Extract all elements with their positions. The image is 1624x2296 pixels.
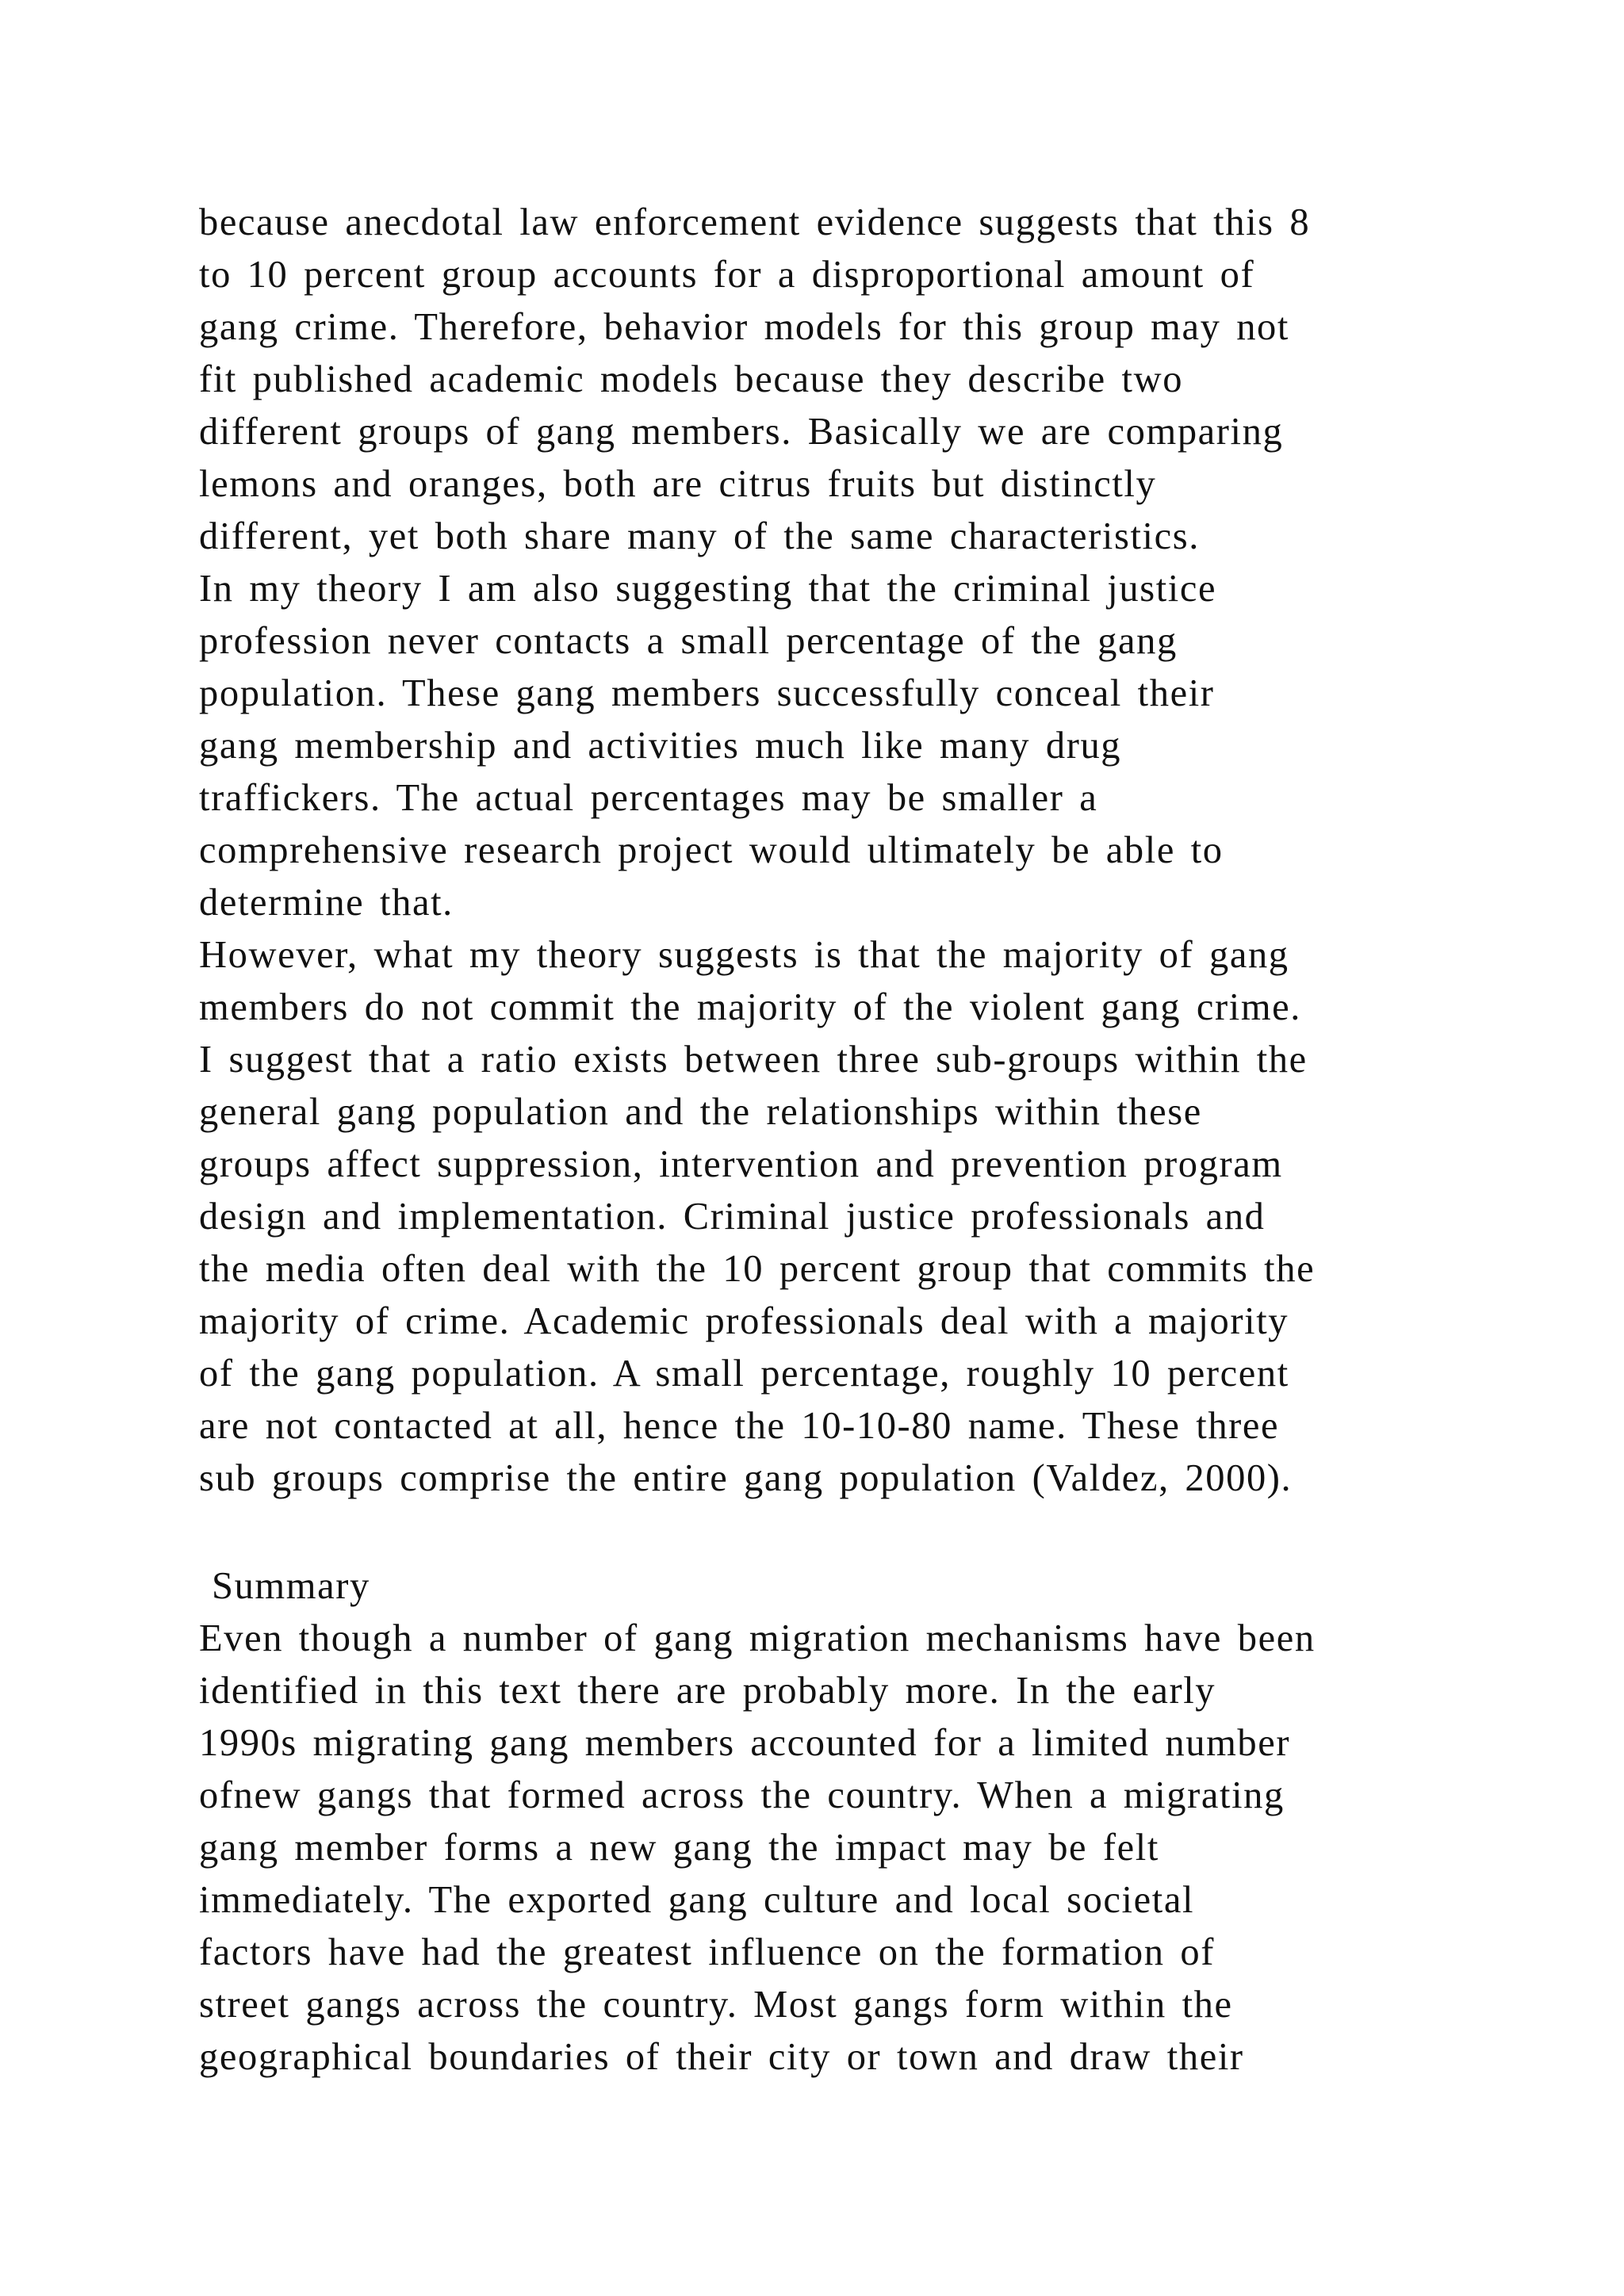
body-text-block-2 <box>199 1613 1468 2084</box>
text-line: general gang population and the relationships within these <box>199 1091 1202 1133</box>
text-line: are not contacted at all, hence the 10-10-80 name. These three <box>199 1405 1280 1447</box>
text-line: design and implementation. Criminal justice professionals and <box>199 1196 1266 1238</box>
text-line: because anecdotal law enforcement evidence suggests that this 8 <box>199 201 1311 243</box>
text-line: gang membership and activities much like many drug <box>199 725 1122 767</box>
text-line: However, what my theory suggests is that the majority of gang <box>199 934 1289 976</box>
text-line: sub groups comprise the entire gang population (Valdez, 2000). <box>199 1457 1293 1499</box>
text-line: to 10 percent group accounts for a disproportional amount of <box>199 254 1255 296</box>
text-line: Even though a number of gang migration mechanisms have been <box>199 1617 1316 1659</box>
section-heading: Summary <box>212 1565 370 1607</box>
text-line: lemons and oranges, both are citrus fruits but distinctly <box>199 463 1157 505</box>
text-line: identified in this text there are probably more. In the early <box>199 1670 1216 1712</box>
text-line: street gangs across the country. Most gangs form within the <box>199 1984 1233 2026</box>
text-line: profession never contacts a small percentage of the gang <box>199 620 1178 662</box>
text-line: fit published academic models because they describe two <box>199 358 1184 400</box>
text-line: gang member forms a new gang the impact may be felt <box>199 1827 1159 1869</box>
text-line: ofnew gangs that formed across the country. When a migrating <box>199 1774 1285 1816</box>
text-line: traffickers. The actual percentages may be smaller a <box>199 777 1098 819</box>
text-line: factors have had the greatest influence on the formation of <box>199 1931 1215 1973</box>
text-line: members do not commit the majority of the violent gang crime. <box>199 986 1302 1028</box>
text-line: In my theory I am also suggesting that the criminal justice <box>199 568 1217 610</box>
text-line: the media often deal with the 10 percent group that commits the <box>199 1248 1316 1290</box>
body-text-block-1 <box>199 197 1468 1505</box>
text-line: population. These gang members successfully conceal their <box>199 672 1215 714</box>
text-line: gang crime. Therefore, behavior models for this group may not <box>199 306 1289 348</box>
text-line: determine that. <box>199 882 454 924</box>
text-line: different groups of gang members. Basically we are comparing <box>199 411 1284 453</box>
text-line: I suggest that a ratio exists between three sub-groups within the <box>199 1039 1308 1081</box>
text-line: comprehensive research project would ultimately be able to <box>199 829 1224 871</box>
text-line: groups affect suppression, intervention and prevention program <box>199 1143 1283 1185</box>
text-line: of the gang population. A small percentage, roughly 10 percent <box>199 1353 1289 1395</box>
text-line: geographical boundaries of their city or town and draw their <box>199 2036 1244 2078</box>
text-line: immediately. The exported gang culture and local societal <box>199 1879 1195 1921</box>
text-line: majority of crime. Academic professionals deal with a majority <box>199 1300 1289 1342</box>
text-line: different, yet both share many of the same characteristics. <box>199 515 1200 557</box>
text-line: 1990s migrating gang members accounted for a limited number <box>199 1722 1291 1764</box>
